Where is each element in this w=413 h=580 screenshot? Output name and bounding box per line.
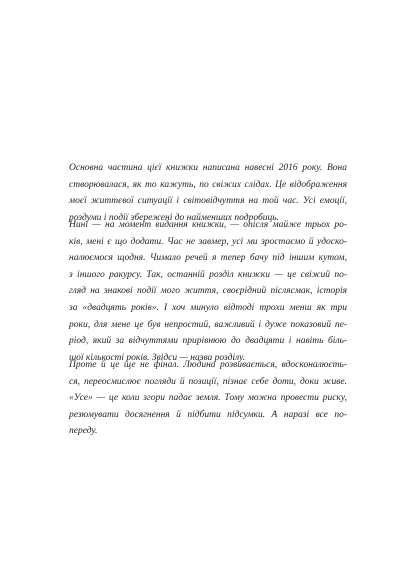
text-line: шої кількості років. Звідси — назва розділу. [69,352,246,363]
paragraph-3 [69,357,347,440]
text-line: роки, для мене це був непростий, важливий і дуже показовий пе- [69,319,347,330]
text-line: ся, переосмислює погляди й позиції, пізнає себе доти, доки живе. [69,376,347,387]
text-line: «Усе» — це коли згори падає земля. Тому можна провести риску, [69,393,347,404]
text-line: створювалася, як то кажуть, по свіжих слідах. Це відображення [69,179,347,190]
text-line: роздуми і події збережені до найменших подробиць. [69,212,279,223]
text-line: переду. [69,426,98,437]
text-line: резюмувати досягнення й підбити підсумки. А наразі все по- [69,409,347,420]
text-line: ків, мені є що додати. Час не завмер, усі ми зростаємо й удоско- [69,236,347,247]
text-line: за «двадцять років». І хоч минуло відтоді трохи менш як три [69,302,347,313]
text-line: з іншого ракурсу. Так, останній розділ книжки — це свіжий по- [69,269,347,280]
text-line: Проте й це ще не фінал. Людина розвивається, вдосконалюєть- [69,360,347,370]
paragraph-text [69,217,347,366]
paragraph-2 [69,217,347,366]
text-line: Нині — на момент видання книжки, — опісля майже трьох ро- [69,220,347,230]
paragraph-text [69,357,347,440]
text-line: гляд на знакові події мого життя, своєрідний післясмак, історія [69,286,347,297]
text-line: Основна частина цієї книжки написана навесні 2016 року. Вона [69,163,347,173]
text-line: налюємося щодня. Чимало речей я тепер бачу під іншим кутом, [69,253,347,264]
text-line: ріод, який за відчуттями прирівнюю до двадцяти і навіть біль- [69,336,347,347]
text-line: моєї життєвої ситуації і світовідчуття на той час. Усі емоції, [69,196,347,207]
